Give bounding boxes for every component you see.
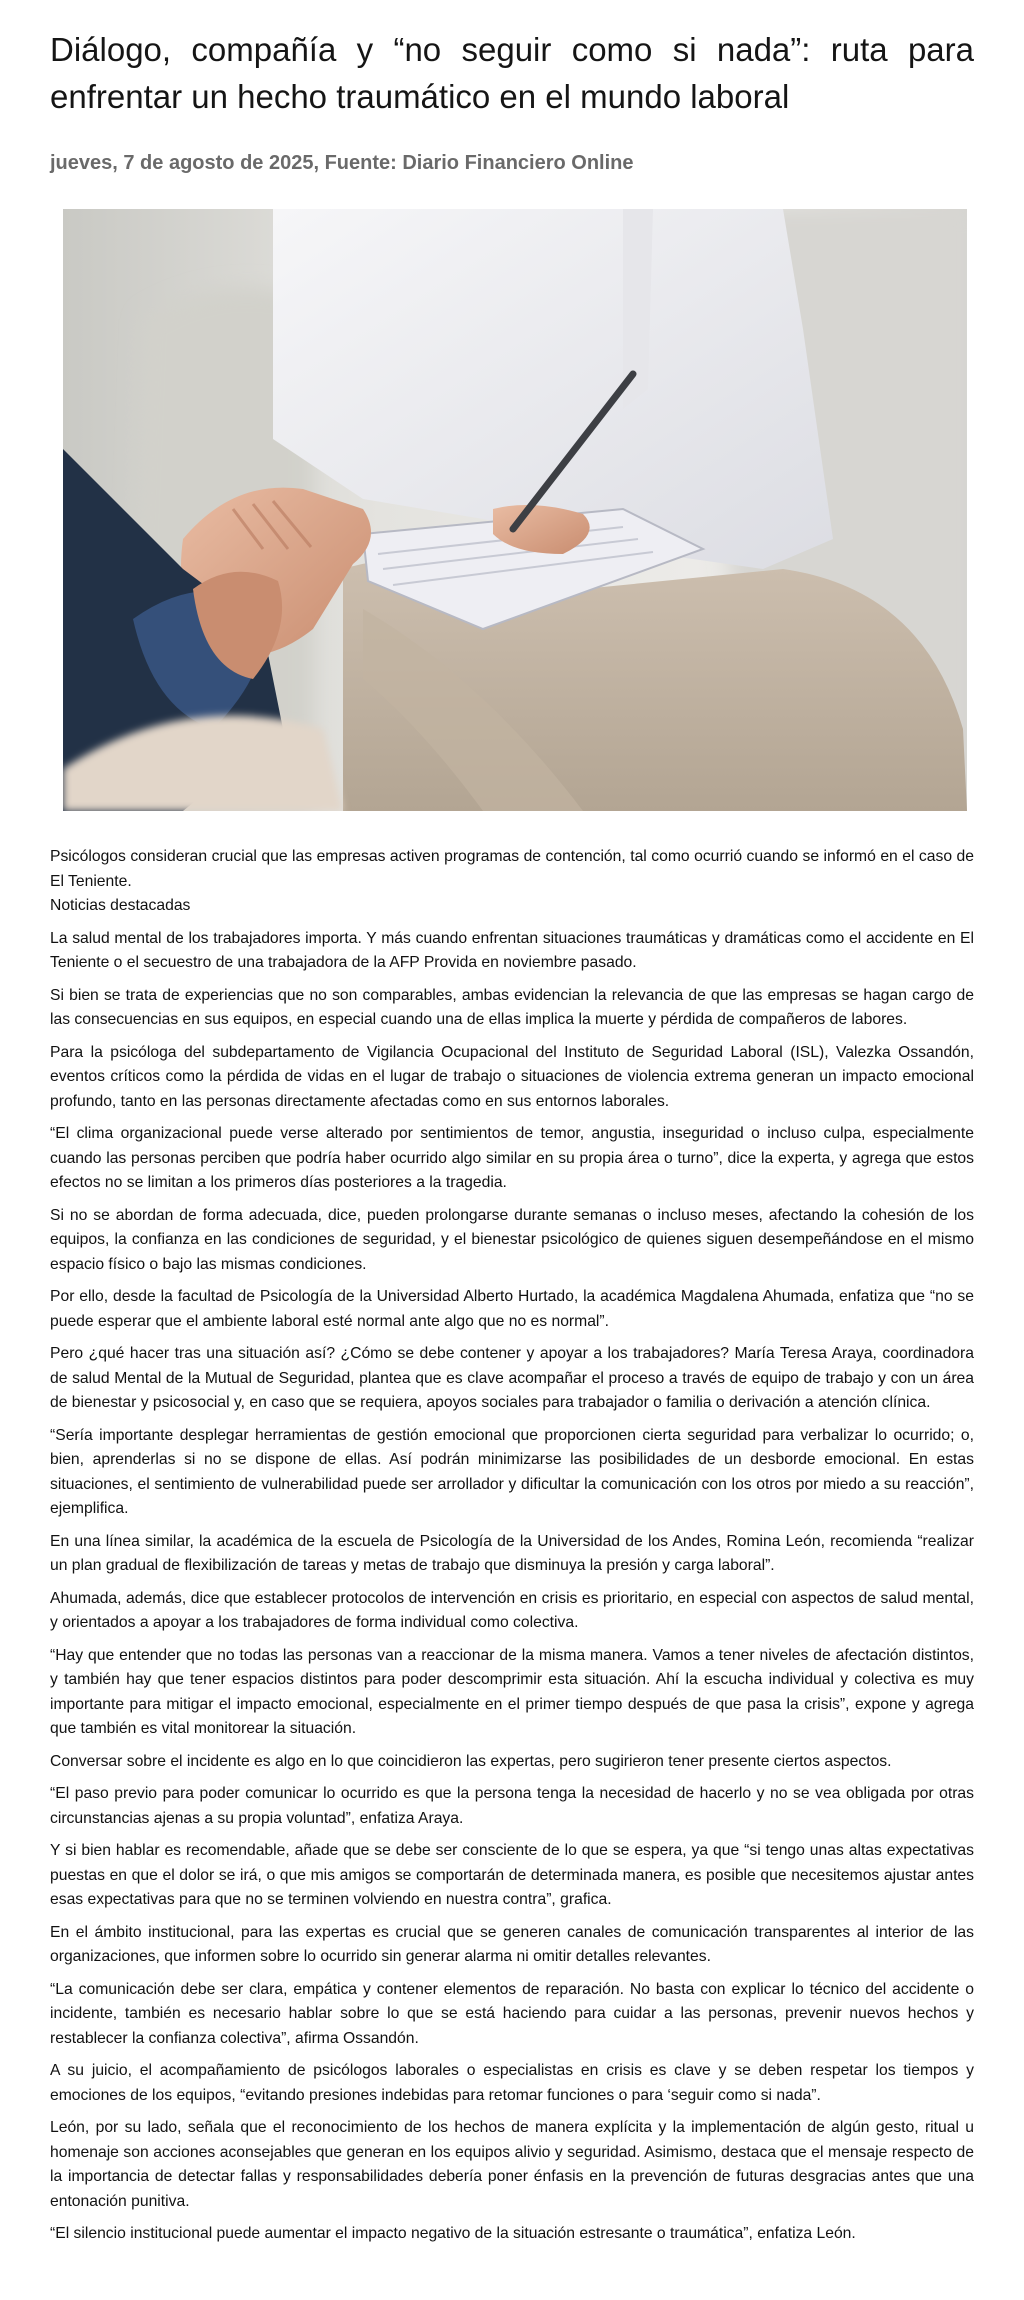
paragraph: En una línea similar, la académica de la escuela de Psicología de la Universidad de los Andes, Romina León, recomienda “realizar un plan gradual de flexibilización de tareas y metas de trabajo que disminuya la presión y carga laboral”.: [50, 1532, 974, 1574]
paragraph: “Sería importante desplegar herramientas de gestión emocional que proporcionen cierta seguridad para verbalizar lo ocurrido; o, bien, aprenderlas si no se dispone de ellas. Así podrán minimizarse las posibilidades de un desborde emocional. En estas situaciones, el sentimiento de vulnerabilidad puede ser arrollador y dificultar la comunicación con los otros por miedo a su reacción”, ejemplifica.: [50, 1426, 974, 1517]
paragraph: “La comunicación debe ser clara, empática y contener elementos de reparación. No basta con explicar lo técnico del accidente o incidente, también es necesario hablar sobre lo que se está haciendo para cuidar a las personas, prevenir nuevos hechos y restablecer la confianza colectiva”, afirma Ossandón.: [50, 1980, 974, 2047]
article-date-source: jueves, 7 de agosto de 2025, Fuente: Diario Financiero Online: [50, 152, 634, 174]
paragraph: “El clima organizacional puede verse alterado por sentimientos de temor, angustia, inseguridad o incluso culpa, especialmente cuando las personas perciben que podría haber ocurrido algo similar en su propia área o turno”, dice la experta, y agrega que estos efectos no se limitan a los primeros días posteriores a la tragedia.: [50, 1125, 974, 1191]
article-title: Diálogo, compañía y “no seguir como si nada”: ruta para enfrentar un hecho traumático en el mundo laboral: [50, 31, 974, 115]
paragraph: Ahumada, además, dice que establecer protocolos de intervención en crisis es prioritario, en especial con aspectos de salud mental, y orientados a apoyar a los trabajadores de forma individual como colectiva.: [50, 1589, 974, 1631]
paragraph: Para la psicóloga del subdepartamento de Vigilancia Ocupacional del Instituto de Seguridad Laboral (ISL), Valezka Ossandón, eventos críticos como la pérdida de vidas en el lugar de trabajo o situaciones de violencia extrema generan un impacto emocional profundo, tanto en las personas directamente afectadas como en sus entornos laborales.: [50, 1043, 974, 1110]
paragraph: León, por su lado, señala que el reconocimiento de los hechos de manera explícita y la implementación de algún gesto, ritual u homenaje son acciones aconsejables que generan en los equipos alivio y seguridad. Asimismo, destaca que el mensaje respecto de la importancia de detectar fallas y responsabilidades debería poner énfasis en la prevención de futuras desgracias antes que una entonación punitiva.: [50, 2119, 974, 2210]
paragraph: Conversar sobre el incidente es algo en lo que coincidieron las expertas, pero sugirieron tener presente ciertos aspectos.: [50, 1752, 892, 1770]
paragraph: “Hay que entender que no todas las personas van a reaccionar de la misma manera. Vamos a tener niveles de afectación distintos, y también hay que tener espacios distintos para poder descomprimir esta situación. Ahí la escucha individual y colectiva es muy importante para mitigar el impacto emocional, especialmente en el primer tiempo después de que pasa la crisis”, expone y agrega que también es vital monitorear la situación.: [50, 1646, 974, 1737]
paragraph: Por ello, desde la facultad de Psicología de la Universidad Alberto Hurtado, la académica Magdalena Ahumada, enfatiza que “no se puede esperar que el ambiente laboral esté normal ante algo que no es normal”.: [50, 1288, 974, 1330]
paragraph: “El silencio institucional puede aumentar el impacto negativo de la situación estresante o traumática”, enfatiza León.: [50, 2225, 856, 2242]
paragraph: “El paso previo para poder comunicar lo ocurrido es que la persona tenga la necesidad de hacerlo y no se vea obligada por otras circunstancias ajenas a su propia voluntad”, enfatiza Araya.: [50, 1785, 974, 1827]
paragraph: Si no se abordan de forma adecuada, dice, pueden prolongarse durante semanas o incluso meses, afectando la cohesión de los equipos, la confianza en las condiciones de seguridad, y el bienestar psicológico de quienes siguen desempeñándose en el mismo espacio físico o bajo las mismas condiciones.: [50, 1206, 974, 1273]
article-lead: Psicólogos consideran crucial que las empresas activen programas de contención, tal como ocurrió cuando se informó en el caso de El Teniente.: [50, 848, 974, 890]
section-label: Noticias destacadas: [50, 897, 191, 914]
paragraph: La salud mental de los trabajadores importa. Y más cuando enfrentan situaciones traumáticas y dramáticas como el accidente en El Teniente o el secuestro de una trabajadora de la AFP Provida en noviembre pasado.: [50, 929, 974, 971]
article-photo: [63, 209, 967, 811]
paragraph: Y si bien hablar es recomendable, añade que se debe ser consciente de lo que se espera, ya que “si tengo unas altas expectativas puestas en que el dolor se irá, o que mis amigos se comportarán de determinada manera, es posible que necesitemos ajustar antes esas expectativas para que no se terminen volviendo en nuestra contra”, grafica.: [50, 1842, 974, 1908]
paragraph: Pero ¿qué hacer tras una situación así? ¿Cómo se debe contener y apoyar a los trabajadores? María Teresa Araya, coordinadora de salud Mental de la Mutual de Seguridad, plantea que es clave acompañar el proceso a través de equipo de trabajo y con un área de bienestar y psicosocial y, en caso que se requiera, apoyos sociales para trabajador o familia o derivación a atención clínica.: [50, 1345, 974, 1411]
handshake-counseling-photo: [63, 209, 967, 811]
article-body: [50, 845, 974, 2247]
paragraph: Si bien se trata de experiencias que no son comparables, ambas evidencian la relevancia de que las empresas se hagan cargo de las consecuencias en sus equipos, en especial cuando una de ellas implica la muerte y pérdida de compañeros de labores.: [50, 986, 974, 1028]
paragraph: En el ámbito institucional, para las expertas es crucial que se generen canales de comunicación transparentes al interior de las organizaciones, que informen sobre lo ocurrido sin generar alarma ni omitir detalles relevantes.: [50, 1923, 974, 1965]
paragraph: A su juicio, el acompañamiento de psicólogos laborales o especialistas en crisis es clave y se deben respetar los tiempos y emociones de los equipos, “evitando presiones indebidas para retomar funciones o para ‘seguir como si nada”.: [50, 2062, 974, 2104]
